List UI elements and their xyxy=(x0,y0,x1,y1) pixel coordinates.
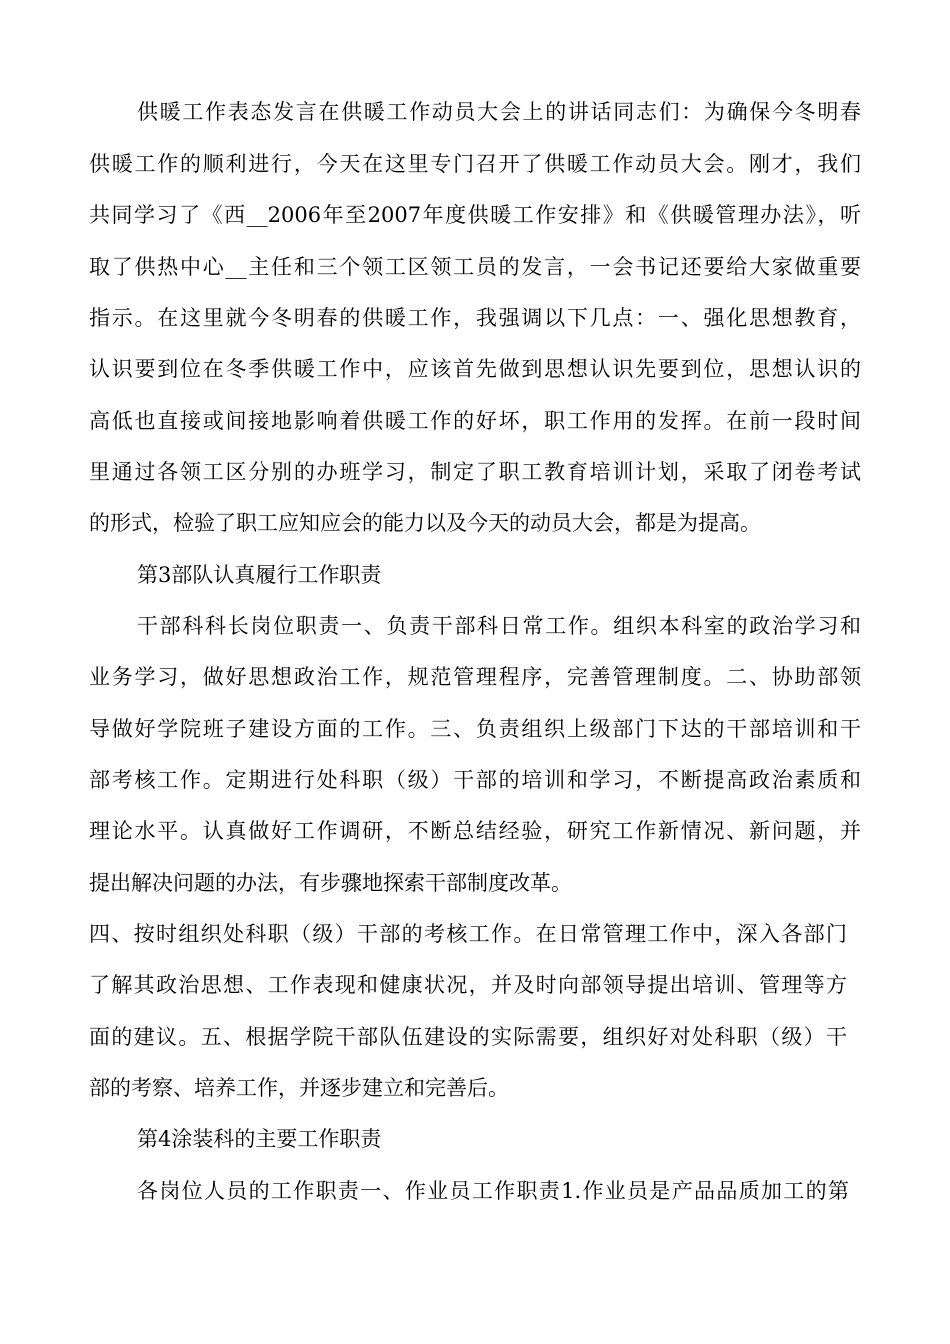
paragraph-line: 取了供热中心__主任和三个领工区领工员的发言，一会书记还要给大家做重要 xyxy=(89,255,861,279)
paragraph-line: 各岗位人员的工作职责一、作业员工作职责1.作业员是产品品质加工的第 xyxy=(137,1179,849,1203)
paragraph-line: 供暖工作表态发言在供暖工作动员大会上的讲话同志们：为确保今冬明春 xyxy=(137,100,861,124)
paragraph-line: 指示。在这里就今冬明春的供暖工作，我强调以下几点：一、强化思想教育， xyxy=(89,306,861,330)
paragraph-line: 四、按时组织处科职（级）干部的考核工作。在日常管理工作中，深入各部门 xyxy=(89,922,847,946)
paragraph-line: 部的考察、培养工作，并逐步建立和完善后。 xyxy=(89,1076,509,1100)
section-heading: 第3部队认真履行工作职责 xyxy=(137,563,382,587)
paragraph-line: 高低也直接或间接地影响着供暖工作的好坏，职工作用的发挥。在前一段时间 xyxy=(89,409,861,433)
paragraph-line: 了解其政治思想、工作表现和健康状况，并及时向部领导提出培训、管理等方 xyxy=(89,973,847,997)
paragraph-line: 认识要到位在冬季供暖工作中，应该首先做到思想认识先要到位，思想认识的 xyxy=(89,357,861,381)
paragraph-line: 的形式，检验了职工应知应会的能力以及今天的动员大会，都是为提高。 xyxy=(89,511,761,535)
paragraph-line: 部考核工作。定期进行处科职（级）干部的培训和学习，不断提高政治素质和 xyxy=(89,768,861,792)
paragraph-line: 业务学习，做好思想政治工作，规范管理程序，完善管理制度。二、协助部领 xyxy=(89,665,861,689)
paragraph-line: 共同学习了《西__2006年至2007年度供暖工作安排》和《供暖管理办法》，听 xyxy=(89,203,861,227)
paragraph-line: 面的建议。五、根据学院干部队伍建设的实际需要，组织好对处科职（级）干 xyxy=(89,1025,847,1049)
paragraph-line: 里通过各领工区分别的办班学习，制定了职工教育培训计划，采取了闭卷考试 xyxy=(89,460,861,484)
paragraph-line: 提出解决问题的办法，有步骤地探索干部制度改革。 xyxy=(89,871,572,895)
paragraph-line: 供暖工作的顺利进行，今天在这里专门召开了供暖工作动员大会。刚才，我们 xyxy=(89,152,861,176)
paragraph-line: 导做好学院班子建设方面的工作。三、负责组织上级部门下达的干部培训和干 xyxy=(89,717,861,741)
paragraph-line: 干部科科长岗位职责一、负责干部科日常工作。组织本科室的政治学习和 xyxy=(137,614,861,638)
section-heading: 第4涂装科的主要工作职责 xyxy=(137,1127,382,1151)
paragraph-line: 理论水平。认真做好工作调研，不断总结经验，研究工作新情况、新问题，并 xyxy=(89,819,861,843)
